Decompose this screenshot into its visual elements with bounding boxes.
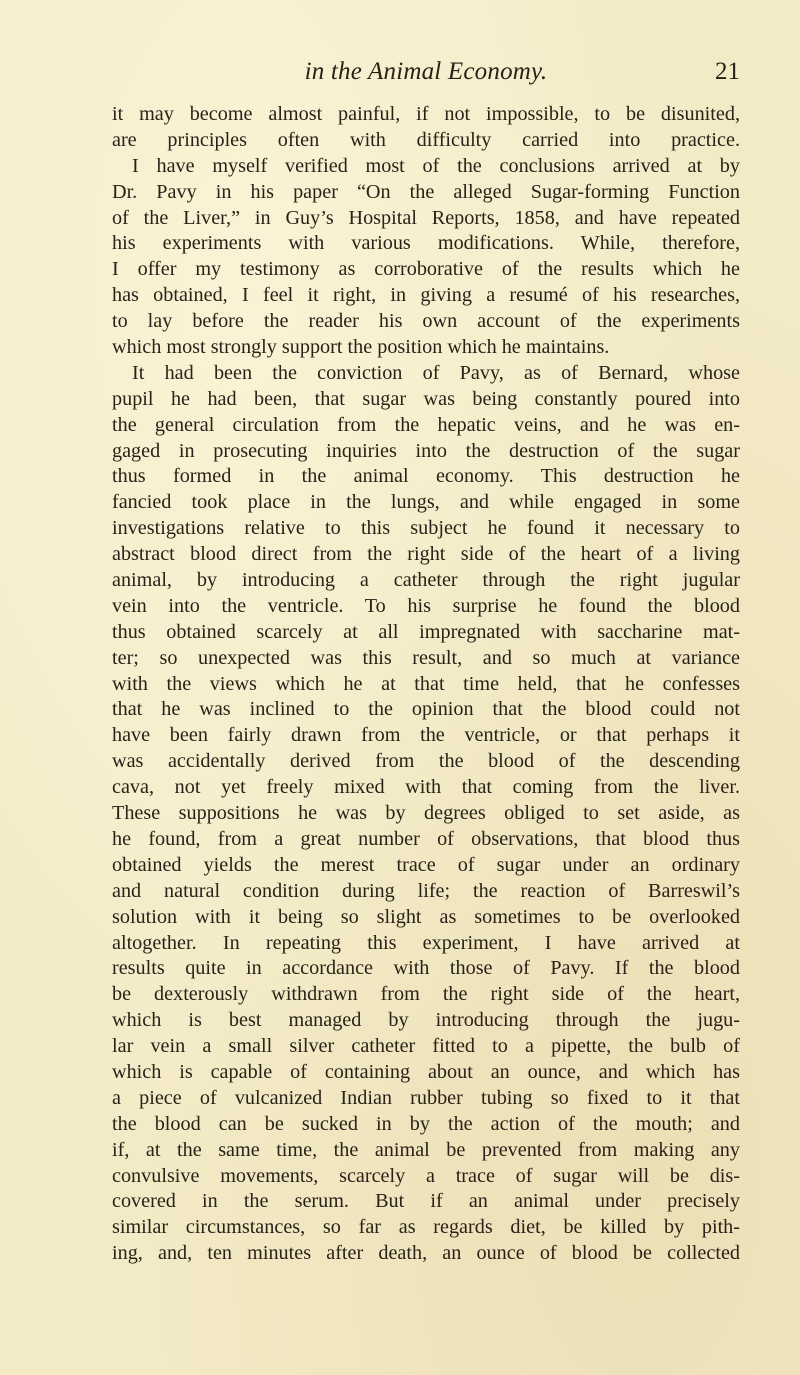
text-line: convulsive movements, scarcely a trace of sugar will be dis- (112, 1164, 740, 1187)
text-line: altogether. In repeating this experiment, I have arrived at (112, 931, 740, 954)
text-line: a piece of vulcanized Indian rubber tubing so fixed to it that (112, 1086, 740, 1109)
text-line: are principles often with difficulty carried into practice. (112, 128, 740, 151)
text-line: I have myself verified most of the conclusions arrived at by (132, 154, 740, 177)
text-line: ter; so unexpected was this result, and so much at variance (112, 646, 740, 669)
text-line: which is capable of containing about an ounce, and which has (112, 1060, 740, 1083)
text-line: similar circumstances, so far as regards diet, be killed by pith- (112, 1216, 740, 1239)
text-line: ing, and, ten minutes after death, an ounce of blood be collected (112, 1242, 740, 1265)
text-line: These suppositions he was by degrees obliged to set aside, as (112, 802, 740, 825)
body-text (112, 102, 740, 1267)
text-line: gaged in prosecuting inquiries into the destruction of the sugar (112, 439, 740, 462)
text-line: it may become almost painful, if not impossible, to be disunited, (112, 103, 740, 125)
text-line: the blood can be sucked in by the action of the mouth; and (112, 1112, 740, 1135)
text-line: if, at the same time, the animal be prevented from making any (112, 1138, 740, 1161)
text-line: abstract blood direct from the right side of the heart of a living (112, 543, 740, 566)
text-line: obtained yields the merest trace of sugar under an ordinary (112, 853, 740, 876)
page-number: 21 (715, 58, 740, 85)
text-line: which most strongly support the position which he maintains. (112, 336, 610, 359)
text-line: the general circulation from the hepatic veins, and he was en- (112, 413, 740, 436)
text-line: animal, by introducing a catheter through the right jugular (112, 569, 740, 592)
text-line: was accidentally derived from the blood of the descending (112, 750, 740, 773)
text-line: solution with it being so slight as sometimes to be overlooked (112, 905, 740, 928)
text-line: with the views which he at that time held, that he confesses (112, 672, 740, 695)
text-line: covered in the serum. But if an animal under precisely (112, 1190, 740, 1213)
text-line: investigations relative to this subject he found it necessary to (112, 517, 740, 540)
text-line: he found, from a great number of observations, that blood thus (112, 827, 740, 850)
text-line: pupil he had been, that sugar was being constantly poured into (112, 387, 740, 410)
running-head (112, 58, 740, 92)
text-line: his experiments with various modifications. While, therefore, (112, 232, 740, 255)
text-line: Dr. Pavy in his paper “On the alleged Sugar-forming Function (112, 180, 740, 203)
text-line: It had been the conviction of Pavy, as of Bernard, whose (132, 361, 740, 384)
text-line: of the Liver,” in Guy’s Hospital Reports, 1858, and have repeated (112, 206, 740, 229)
text-line: have been fairly drawn from the ventricle, or that perhaps it (112, 724, 740, 747)
text-line: results quite in accordance with those of Pavy. If the blood (112, 957, 740, 980)
text-line: which is best managed by introducing through the jugu- (112, 1009, 740, 1032)
text-line: be dexterously withdrawn from the right side of the heart, (112, 983, 740, 1006)
text-line: has obtained, I feel it right, in giving a resumé of his researches, (112, 284, 740, 307)
text-line: cava, not yet freely mixed with that coming from the liver. (112, 776, 740, 799)
text-line: I offer my testimony as corroborative of the results which he (112, 258, 740, 281)
text-line: to lay before the reader his own account of the experiments (112, 310, 740, 333)
text-line: lar vein a small silver catheter fitted to a pipette, the bulb of (112, 1035, 740, 1058)
text-line: vein into the ventricle. To his surprise he found the blood (112, 594, 740, 617)
text-line: fancied took place in the lungs, and while engaged in some (112, 491, 740, 514)
text-line: thus formed in the animal economy. This destruction he (112, 465, 740, 488)
text-line: thus obtained scarcely at all impregnated with saccharine mat- (112, 620, 740, 643)
text-line: and natural condition during life; the reaction of Barreswil’s (112, 879, 740, 902)
text-line: that he was inclined to the opinion that the blood could not (112, 698, 740, 721)
running-title: in the Animal Economy. (304, 58, 548, 85)
